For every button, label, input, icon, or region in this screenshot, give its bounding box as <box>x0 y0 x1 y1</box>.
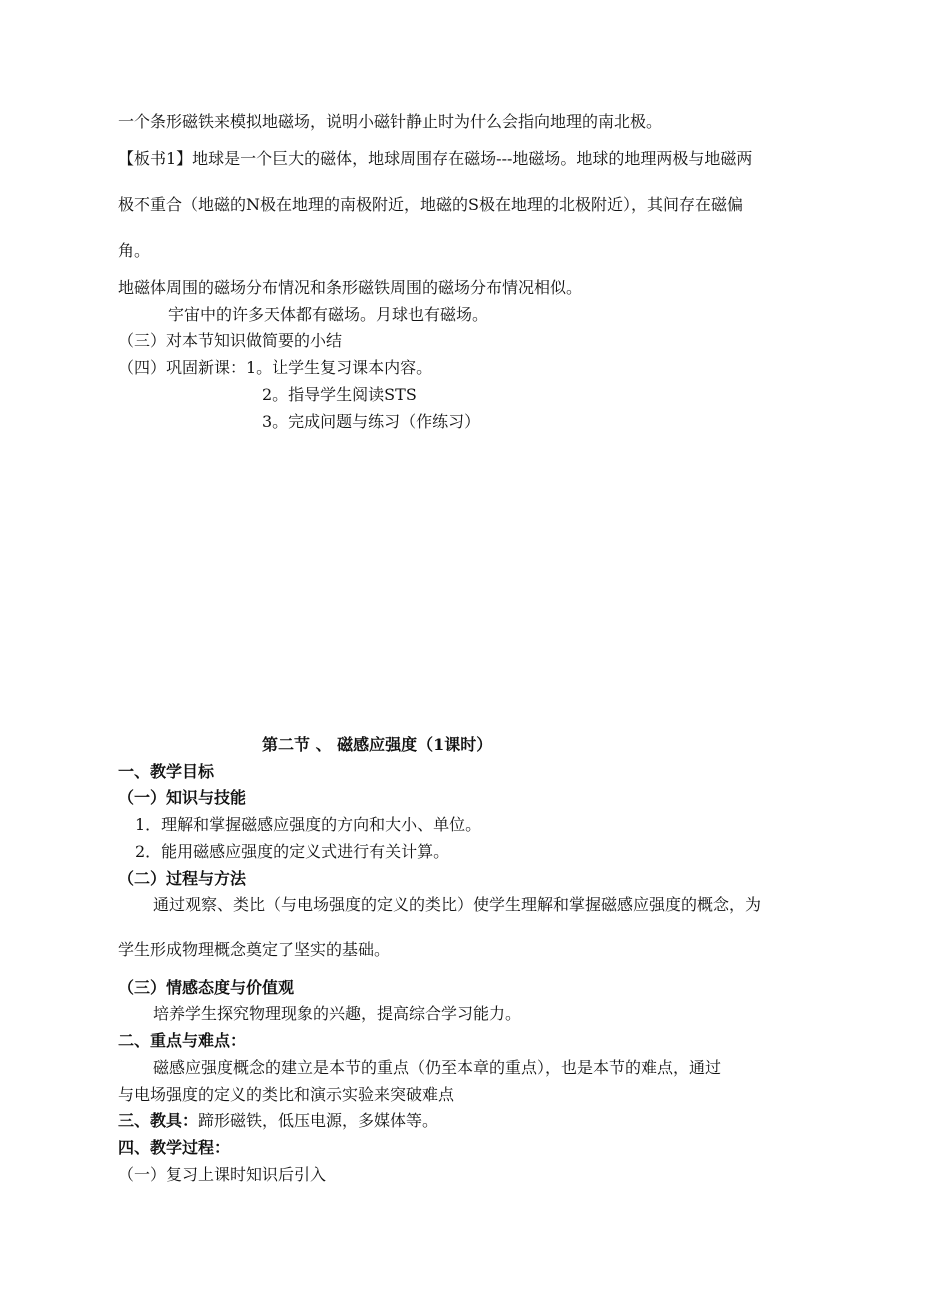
list-item: 2．能用磁感应强度的定义式进行有关计算。 <box>135 842 450 861</box>
subheading-process: （二）过程与方法 <box>118 869 247 888</box>
paragraph-line: 培养学生探究物理现象的兴趣，提高综合学习能力。 <box>153 1004 522 1023</box>
text-line: 地磁体周围的磁场分布情况和条形磁铁周围的磁场分布情况相似。 <box>118 278 583 297</box>
paragraph-line: 磁感应强度概念的建立是本节的重点（仍至本章的重点），也是本节的难点，通过 <box>153 1058 722 1077</box>
heading-key-points: 二、重点与难点： <box>118 1031 247 1050</box>
subheading-attitude: （三）情感态度与价值观 <box>118 978 295 997</box>
teaching-aids-label: 三、教具： <box>118 1111 199 1130</box>
board-note-line: 【板书1】地球是一个巨大的磁体，地球周围存在磁场---地磁场。地球的地理两极与地磁两 <box>118 149 753 168</box>
text-line: 宇宙中的许多天体都有磁场。月球也有磁场。 <box>168 305 489 324</box>
paragraph-line: （一）复习上课时知识后引入 <box>118 1165 327 1184</box>
consolidation-item: 2。指导学生阅读STS <box>262 385 417 404</box>
paragraph-line: 学生形成物理概念奠定了坚实的基础。 <box>118 940 391 959</box>
consolidation-item: （四）巩固新课：1。让学生复习课本内容。 <box>118 358 433 377</box>
subheading-knowledge: （一）知识与技能 <box>118 788 247 807</box>
heading-process: 四、教学过程： <box>118 1138 231 1157</box>
list-item: 1．理解和掌握磁感应强度的方向和大小、单位。 <box>135 815 482 834</box>
heading-objectives: 一、教学目标 <box>118 762 215 781</box>
text-line: 角。 <box>118 241 151 260</box>
consolidation-item: 3。完成问题与练习（作练习） <box>262 412 481 431</box>
text-line: 一个条形磁铁来模拟地磁场，说明小磁针静止时为什么会指向地理的南北极。 <box>118 112 663 131</box>
paragraph-line: 与电场强度的定义的类比和演示实验来突破难点 <box>118 1085 455 1104</box>
paragraph-line: 通过观察、类比（与电场强度的定义的类比）使学生理解和掌握磁感应强度的概念，为 <box>153 895 762 914</box>
summary-item: （三）对本节知识做简要的小结 <box>118 331 343 350</box>
section-title: 第二节 、 磁感应强度（1课时） <box>262 735 493 754</box>
teaching-aids-text: 蹄形磁铁，低压电源，多媒体等。 <box>198 1111 439 1130</box>
teaching-aids-line <box>118 1111 438 1131</box>
text-line: 极不重合（地磁的N极在地理的南极附近，地磁的S极在地理的北极附近），其间存在磁偏 <box>118 195 743 214</box>
